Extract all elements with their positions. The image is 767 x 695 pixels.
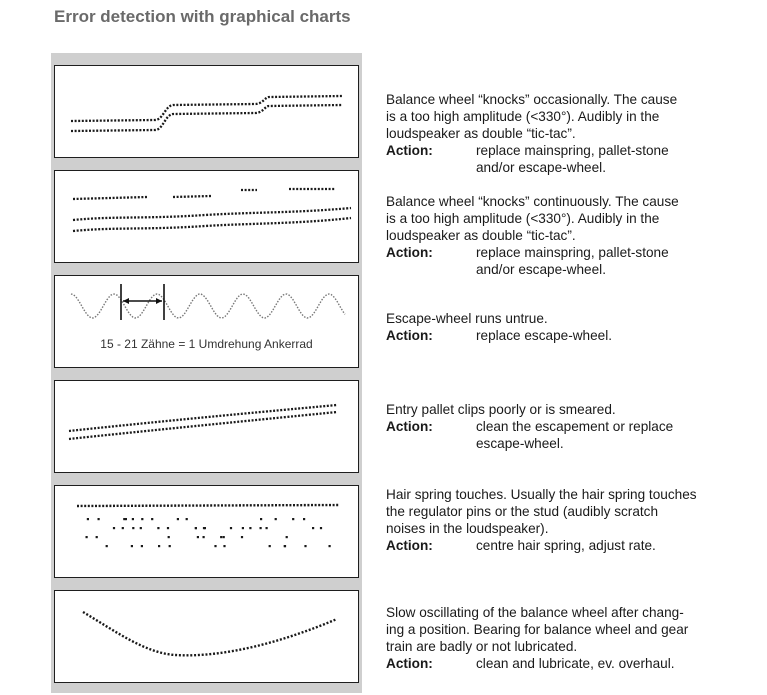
chart-panel-4 [54, 380, 359, 473]
chart-5-dot [197, 536, 199, 538]
panel-6-desc-line: train are badly or not lubricated. [386, 639, 578, 654]
action-text: and/or escape-wheel. [476, 160, 606, 175]
chart-5-dot [249, 527, 251, 529]
chart-5-dot [203, 536, 205, 538]
chart-5-dot [132, 527, 134, 529]
panel-2-description [386, 193, 746, 278]
chart-5-dot [230, 527, 232, 529]
chart-5-dot [86, 536, 88, 538]
action-text: escape-wheel. [476, 436, 564, 451]
chart-panel-2 [54, 170, 359, 263]
chart-panel-6 [54, 590, 359, 683]
chart-6-trace [55, 591, 358, 682]
panel-2-desc-line: loudspeaker as double “tic-tac”. [386, 228, 576, 243]
chart-5-dot [275, 518, 277, 520]
chart-5-dot [113, 527, 115, 529]
panel-2-desc-line: Balance wheel “knocks” continuously. The cause [386, 194, 679, 209]
chart-5-dot [260, 518, 262, 520]
panel-5-description [386, 486, 746, 554]
chart-5-dot [157, 527, 159, 529]
chart-5-dot [169, 545, 171, 547]
chart-5-dot [286, 536, 288, 538]
panel-5-desc-line: the regulator pins or the stud (audibly scratch [386, 504, 659, 519]
panel-1-desc-line: is a too high amplitude (<330°). Audibly in the [386, 109, 660, 124]
chart-5-dot [98, 518, 100, 520]
chart-2-trace [55, 171, 358, 262]
chart-5-dot [158, 545, 160, 547]
chart-5-dot [177, 518, 179, 520]
panel-1-description [386, 91, 746, 176]
action-text: replace mainspring, pallet-stone [476, 143, 669, 158]
panel-2-desc-line: is a too high amplitude (<330°). Audibly in the [386, 211, 660, 226]
chart-5-dot [167, 527, 169, 529]
chart-5-dot [320, 527, 322, 529]
action-text: clean and lubricate, ev. overhaul. [476, 656, 675, 671]
chart-5-dot [141, 518, 143, 520]
chart-1-trace [55, 66, 358, 157]
chart-5-dot [141, 545, 143, 547]
action-text: and/or escape-wheel. [476, 262, 606, 277]
chart-5-dot [151, 518, 153, 520]
panel-4-description [386, 401, 746, 452]
chart-5-dot [186, 518, 188, 520]
chart-4-trace [55, 381, 358, 472]
panel-5-desc-line: noises in the loudspeaker). [386, 521, 549, 536]
chart-5-dot [329, 545, 331, 547]
panel-5-desc-line: Hair spring touches. Usually the hair spring touches [386, 487, 697, 502]
chart-5-dot [269, 545, 271, 547]
chart-5-dot [242, 527, 244, 529]
chart-5-dot [140, 527, 142, 529]
chart-3-caption: 15 - 21 Zähne = 1 Umdrehung Ankerrad [100, 337, 313, 351]
action-label: Action: [386, 656, 433, 671]
chart-panel-3 [54, 275, 359, 368]
panel-4-desc-line: Entry pallet clips poorly or is smeared. [386, 402, 616, 417]
action-label: Action: [386, 143, 433, 158]
chart-5-dot [260, 527, 262, 529]
action-label: Action: [386, 328, 433, 343]
chart-panel-5 [54, 485, 359, 578]
chart-5-dot [87, 518, 89, 520]
chart-5-dot [132, 518, 134, 520]
chart-5-dot [106, 545, 108, 547]
action-label: Action: [386, 245, 433, 260]
panel-1-desc-line: Balance wheel “knocks” occasionally. The cause [386, 92, 678, 107]
chart-5-dot [266, 527, 268, 529]
panel-1-desc-line: loudspeaker as double “tic-tac”. [386, 126, 576, 141]
chart-5-dot [96, 536, 98, 538]
chart-5-dot [223, 536, 225, 538]
action-text: replace escape-wheel. [476, 328, 613, 343]
chart-3-trace [55, 276, 358, 367]
chart-5-dot [168, 536, 170, 538]
chart-5-dot [223, 545, 225, 547]
action-text: replace mainspring, pallet-stone [476, 245, 669, 260]
panel-6-description [386, 604, 746, 672]
chart-5-dot [131, 545, 133, 547]
action-label: Action: [386, 538, 433, 553]
chart-5-dot [125, 518, 127, 520]
panel-3-desc-line: Escape-wheel runs untrue. [386, 311, 548, 326]
chart-5-dot [203, 527, 205, 529]
panel-6-desc-line: ing a position. Bearing for balance wheel and gear [386, 622, 689, 637]
action-text: centre hair spring, adjust rate. [476, 538, 656, 553]
chart-5-dot [303, 518, 305, 520]
page-title: Error detection with graphical charts [54, 7, 351, 26]
chart-5-dot [220, 536, 222, 538]
chart-5-dot [292, 518, 294, 520]
chart-5-dot [241, 536, 243, 538]
chart-5-dot [214, 545, 216, 547]
panel-6-desc-line: Slow oscillating of the balance wheel after chang- [386, 605, 684, 620]
chart-panel-1 [54, 65, 359, 158]
chart-5-dot [304, 545, 306, 547]
panel-3-description [386, 310, 746, 344]
chart-5-dot [195, 527, 197, 529]
chart-5-dot [122, 527, 124, 529]
chart-5-dot [284, 545, 286, 547]
action-text: clean the escapement or replace [476, 419, 674, 434]
chart-5-dot [312, 527, 314, 529]
chart-5-trace [55, 486, 358, 577]
action-label: Action: [386, 419, 433, 434]
